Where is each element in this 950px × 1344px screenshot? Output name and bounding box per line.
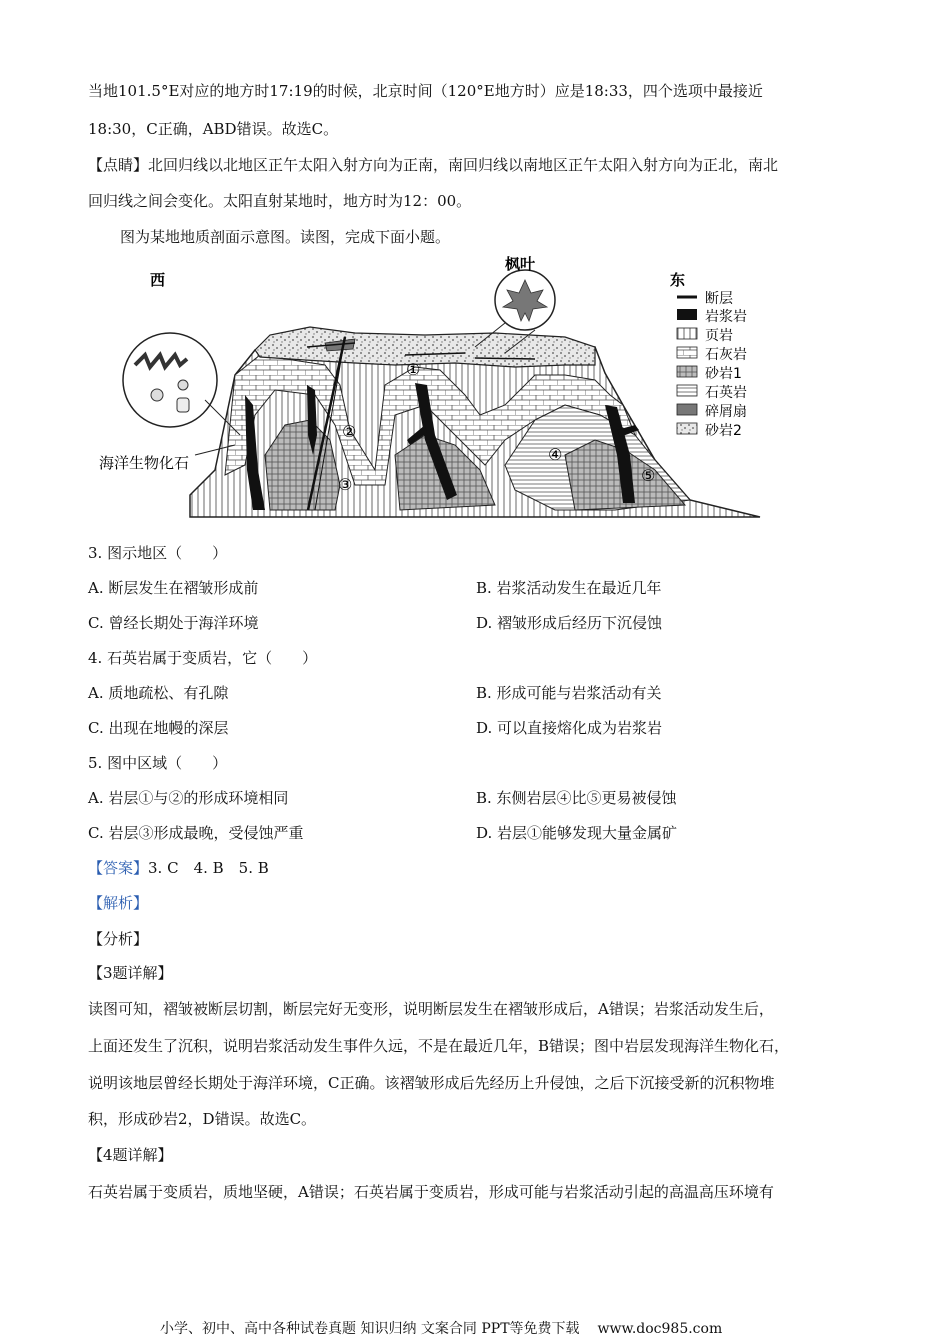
legend-fault: 断层: [705, 291, 733, 307]
q4-option-b: B. 形成可能与岩浆活动有关: [476, 684, 662, 702]
geologic-cross-section: [95, 255, 795, 530]
q5-option-c: C. 岩层③形成最晚，受侵蚀严重: [88, 824, 304, 842]
q3-detail-heading: 【3题详解】: [88, 964, 173, 982]
answer-label: 【答案】: [88, 859, 149, 877]
q3-option-c: C. 曾经长期处于海洋环境: [88, 614, 259, 632]
paragraph-line: 回归线之间会变化。太阳直射某地时，地方时为12：00。: [88, 192, 472, 210]
layer-4-label: ④: [548, 445, 563, 464]
layer-5-label: ⑤: [641, 466, 656, 485]
question-3: 3. 图示地区（ ）: [88, 544, 228, 562]
q5-option-d: D. 岩层①能够发现大量金属矿: [476, 824, 678, 842]
legend-quartzite: 石英岩: [705, 385, 747, 401]
question-5: 5. 图中区域（ ）: [88, 754, 228, 772]
layer-1-label: ①: [406, 360, 421, 379]
q3-detail-line: 读图可知，褶皱被断层切割，断层完好无变形，说明断层发生在褶皱形成后，A错误；岩浆活动发生后，: [88, 1000, 774, 1018]
legend: [677, 291, 747, 439]
q5-option-a: A. 岩层①与②的形成环境相同: [88, 789, 289, 807]
west-label: 西: [150, 271, 166, 289]
jiexi-heading: 【解析】: [88, 894, 149, 912]
answer-line: [88, 858, 269, 878]
paragraph-line: 当地101.5°E对应的地方时17:19的时候，北京时间（120°E地方时）应是18:33，四个选项中最接近: [88, 82, 763, 100]
layer-2-label: ②: [342, 422, 357, 441]
legend-shale: 页岩: [705, 328, 733, 344]
legend-magma: 岩浆岩: [705, 309, 747, 325]
q4-option-d: D. 可以直接熔化成为岩浆岩: [476, 719, 663, 737]
q4-detail-heading: 【4题详解】: [88, 1146, 173, 1164]
q4-option-c: C. 出现在地幔的深层: [88, 719, 229, 737]
page-footer: [160, 1318, 722, 1338]
q5-option-b: B. 东侧岩层④比⑤更易被侵蚀: [476, 789, 677, 807]
q3-option-b: B. 岩浆活动发生在最近几年: [476, 579, 662, 597]
layer-3-label: ③: [338, 475, 353, 494]
legend-sandstone2: 砂岩2: [705, 423, 742, 439]
q4-detail-line: 石英岩属于变质岩，质地坚硬，A错误；石英岩属于变质岩，形成可能与岩浆活动引起的高温高压环境有: [88, 1183, 774, 1201]
q3-detail-line: 积，形成砂岩2，D错误。故选C。: [88, 1110, 317, 1128]
paragraph-line: 【点睛】北回归线以北地区正午太阳入射方向为正南，南回归线以南地区正午太阳入射方向为正北，南北: [88, 156, 779, 174]
question-4: 4. 石英岩属于变质岩，它（ ）: [88, 649, 318, 667]
paragraph-line: 18:30，C正确，ABD错误。故选C。: [88, 120, 339, 138]
fenxi-heading: 【分析】: [88, 930, 149, 948]
answer-value: 3. C 4. B 5. B: [148, 859, 269, 877]
q3-detail-line: 上面还发生了沉积，说明岩浆活动发生事件久远，不是在最近几年，B错误；图中岩层发现海洋生物化石，: [88, 1037, 790, 1055]
legend-clastic-fan: 碎屑扇: [705, 404, 747, 420]
east-label: 东: [670, 271, 686, 289]
footer-url[interactable]: www.doc985.com: [597, 1321, 723, 1337]
legend-sandstone1: 砂岩1: [705, 366, 742, 382]
leaf-label: 枫叶: [505, 255, 536, 273]
legend-limestone: 石灰岩: [705, 347, 747, 363]
q3-detail-line: 说明该地层曾经长期处于海洋环境，C正确。该褶皱形成后先经历上升侵蚀，之后下沉接受新的沉积物堆: [88, 1074, 775, 1092]
q3-option-d: D. 褶皱形成后经历下沉侵蚀: [476, 614, 663, 632]
footer-text: 小学、初中、高中各种试卷真题 知识归纳 文案合同 PPT等免费下载: [160, 1321, 580, 1337]
figure-intro: 图为某地地质剖面示意图。读图，完成下面小题。: [120, 228, 451, 246]
fossil-label: 海洋生物化石: [99, 454, 190, 472]
q3-option-a: A. 断层发生在褶皱形成前: [88, 579, 259, 597]
q4-option-a: A. 质地疏松、有孔隙: [88, 684, 229, 702]
